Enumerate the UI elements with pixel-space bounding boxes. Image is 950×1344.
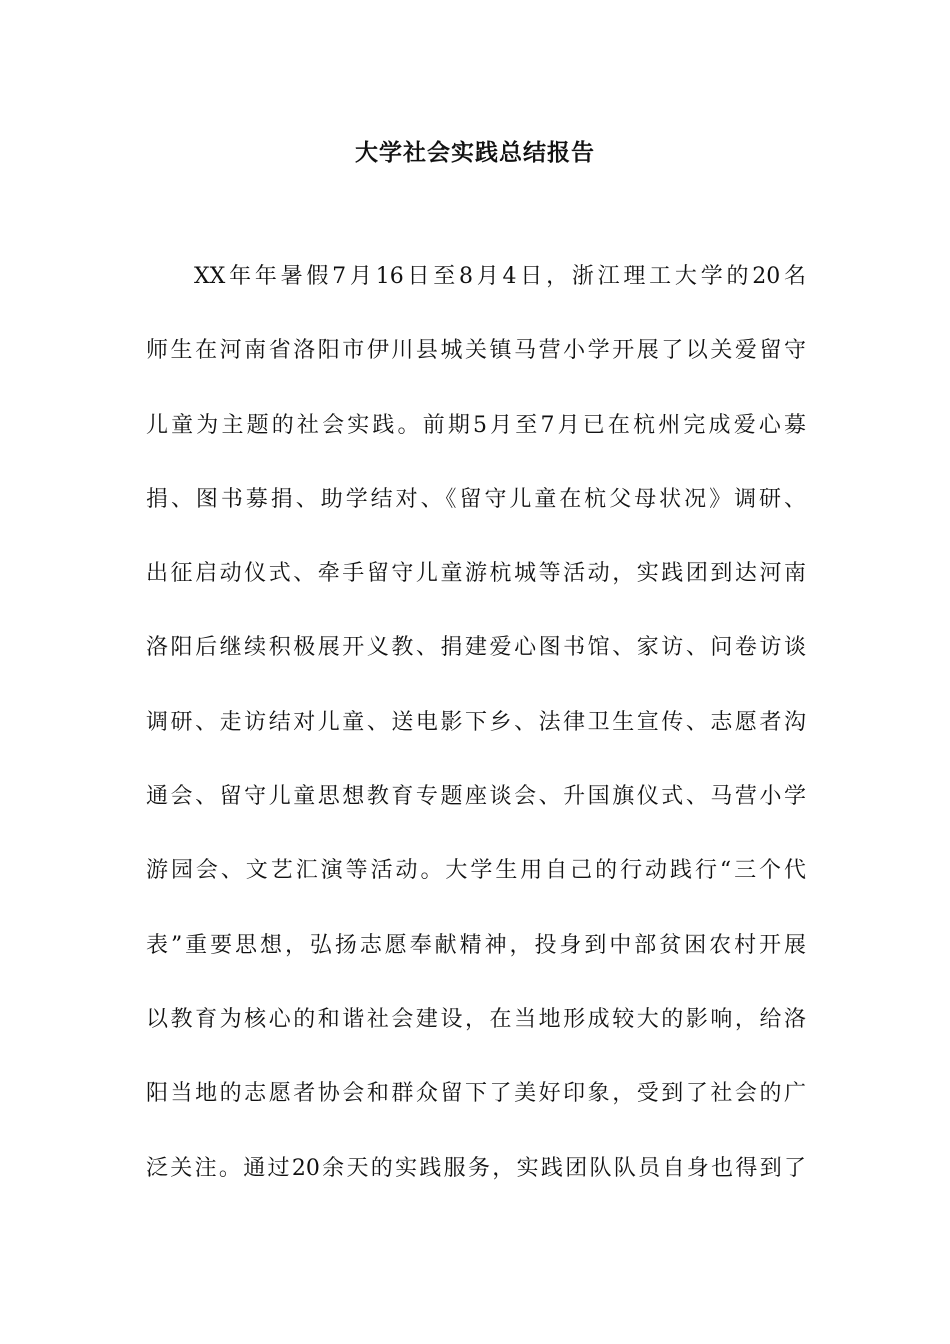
paragraph-line: 泛关注。通过20余天的实践服务，实践团队队员自身也得到了 [146,1155,806,1181]
document-title: 大学社会实践总结报告 [355,139,595,166]
document-body [146,255,806,1221]
paragraph-line: 通会、留守儿童思想教育专题座谈会、升国旗仪式、马营小学 [146,784,806,810]
paragraph-line: 出征启动仪式、牵手留守儿童游杭城等活动，实践团到达河南 [146,561,806,587]
paragraph-line: 游园会、文艺汇演等活动。大学生用自己的行动践行“三个代 [146,858,806,884]
paragraph-line: 阳当地的志愿者协会和群众留下了美好印象，受到了社会的广 [146,1081,806,1107]
paragraph-line: 捐、图书募捐、助学结对、《留守儿童在杭父母状况》调研、 [146,486,806,512]
paragraph-line: 表”重要思想，弘扬志愿奉献精神，投身到中部贫困农村开展 [146,932,806,958]
paragraph-line: 洛阳后继续积极展开义教、捐建爱心图书馆、家访、问卷访谈 [146,635,806,661]
paragraph-line: 以教育为核心的和谐社会建设，在当地形成较大的影响，给洛 [146,1006,806,1032]
paragraph-line: 儿童为主题的社会实践。前期5月至7月已在杭州完成爱心募 [146,412,806,438]
paragraph-line: 调研、走访结对儿童、送电影下乡、法律卫生宣传、志愿者沟 [146,709,806,735]
paragraph-line: 师生在河南省洛阳市伊川县城关镇马营小学开展了以关爱留守 [146,338,806,364]
paragraph-line: XX年年暑假7月16日至8月4日，浙江理工大学的20名 [194,264,806,289]
